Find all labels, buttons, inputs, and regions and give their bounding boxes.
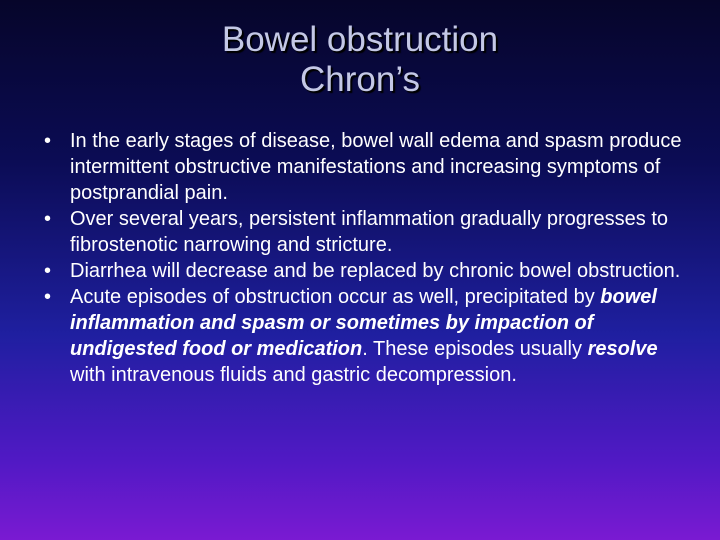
bullet-emphasis-text: bowel inflammation and spasm or sometimes by impaction of undigested food or medication	[70, 286, 657, 360]
bullet-text-part: with intravenous fluids and gastric decompression.	[70, 364, 517, 386]
bullet-dot: •	[44, 130, 52, 152]
bullet-item	[44, 206, 684, 258]
bullet-item	[44, 128, 684, 206]
bullet-item	[44, 284, 684, 388]
bullet-text: Diarrhea will decrease and be replaced by chronic bowel obstruction.	[70, 260, 681, 282]
slide-title	[0, 20, 720, 100]
bullet-text: Over several years, persistent inflammation gradually progresses to fibrostenotic narrowing and stricture.	[70, 208, 669, 256]
bullet-text: In the early stages of disease, bowel wall edema and spasm produce intermittent obstructive manifestations and increasing symptoms of postprandial pain.	[70, 130, 682, 204]
bullet-dot: •	[44, 260, 52, 282]
bullet-dot: •	[44, 286, 52, 308]
bullet-dot: •	[44, 208, 52, 230]
bullet-text-part: Acute episodes of obstruction occur as well, precipitated by	[70, 286, 601, 308]
bullet-text-part: . These episodes usually	[362, 338, 588, 360]
bullet-list	[44, 128, 684, 388]
bullet-emphasis-text: resolve	[587, 338, 658, 360]
title-line-2: Chron’s	[300, 60, 420, 99]
bullet-item	[44, 258, 684, 284]
title-line-1: Bowel obstruction	[221, 20, 499, 59]
